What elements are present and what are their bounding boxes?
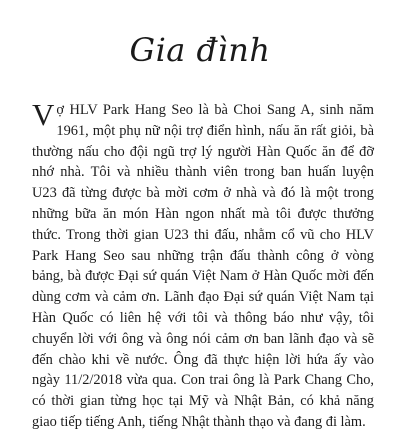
body-paragraph bbox=[32, 97, 374, 433]
drop-cap-letter: V bbox=[32, 97, 55, 132]
paragraph-text: ợ HLV Park Hang Seo là bà Choi Sang A, sinh năm 1961, một phụ nữ nội trợ điển hình, nấu ăn rất giỏi, bà thường nấu cho đội ngũ trợ lý người Hàn Quốc ăn để đỡ nhớ nhà. Tôi và nhiều thành viên trong ban huấn luyện U23 đã từng được bà mời cơm ở nhà và đó là một trong những bữa ăn món Hàn ngon nhất mà tôi được thưởng thức. Trong thời gian U23 thi đấu, nhằm cổ vũ cho HLV Park Hang Seo sau những trận đấu thành công ở vòng bảng, bà được Đại sứ quán Việt Nam ở Hàn Quốc mời đến dùng cơm và cảm ơn. Lãnh đạo Đại sứ quán Việt Nam tại Hàn Quốc có liên hệ với tôi và thông báo như vậy, tôi chuyển lời với ông và ông nói cảm ơn ban lãnh đạo và sẽ đến chào khi về nước. Ông đã thực hiện lời hứa ấy vào ngày 11/2/2018 vừa qua. Con trai ông là Park Chang Cho, có thời gian từng học tại Mỹ và Nhật Bản, có khả năng giao tiếp tiếng Anh, tiếng Nhật thành thạo và đang đi làm. bbox=[32, 102, 374, 430]
chapter-title: Gia đình bbox=[129, 31, 271, 69]
